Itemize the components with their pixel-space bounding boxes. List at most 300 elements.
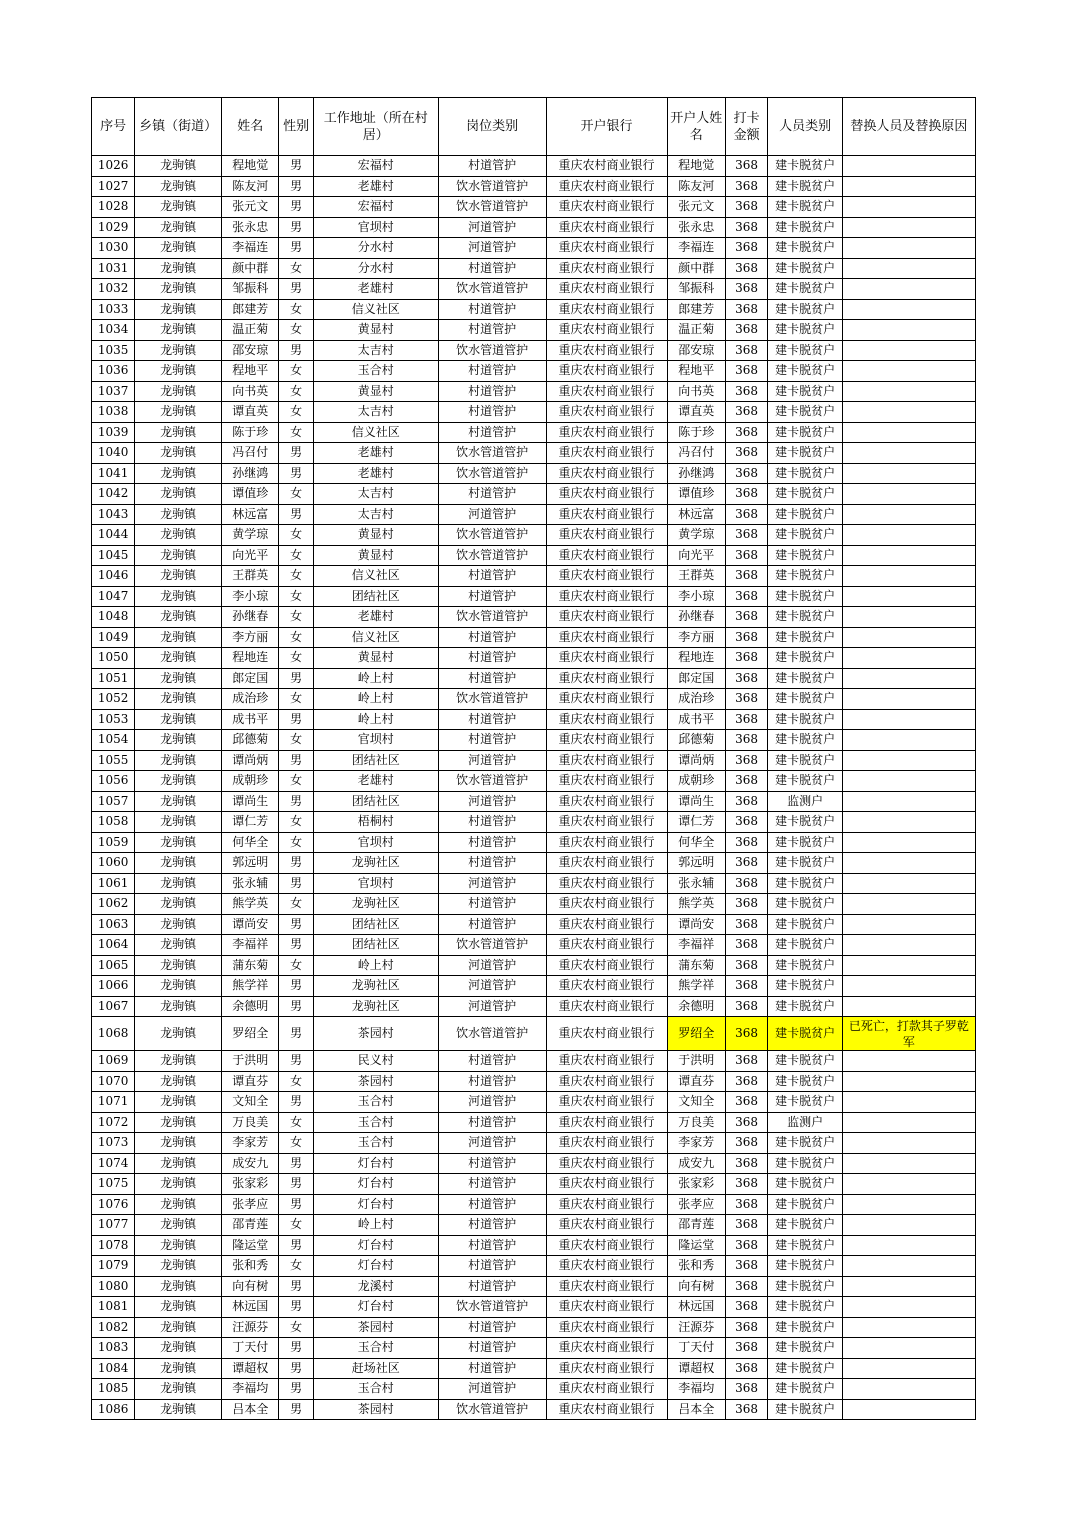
cell-person-category: 建卡脱贫户: [768, 422, 843, 443]
header-replacement-reason: 替换人员及替换原因: [842, 98, 975, 156]
cell-amount: 368: [725, 812, 767, 833]
cell-gender: 女: [279, 381, 313, 402]
header-bank: 开户银行: [546, 98, 667, 156]
cell-amount: 368: [725, 791, 767, 812]
cell-post-type: 村道管护: [438, 894, 546, 915]
cell-work-address: 官坝村: [313, 832, 438, 853]
cell-work-address: 太吉村: [313, 504, 438, 525]
cell-replacement-reason: [842, 1112, 975, 1133]
cell-work-address: 岭上村: [313, 955, 438, 976]
cell-gender: 男: [279, 217, 313, 238]
cell-bank: 重庆农村商业银行: [546, 894, 667, 915]
cell-work-address: 龙驹社区: [313, 996, 438, 1017]
cell-gender: 男: [279, 1194, 313, 1215]
cell-bank: 重庆农村商业银行: [546, 935, 667, 956]
cell-work-address: 太吉村: [313, 484, 438, 505]
cell-person-category: 建卡脱贫户: [768, 1297, 843, 1318]
cell-work-address: 赶场社区: [313, 1358, 438, 1379]
cell-work-address: 团结社区: [313, 791, 438, 812]
cell-town: 龙驹镇: [135, 422, 222, 443]
cell-name: 隆运堂: [222, 1235, 279, 1256]
cell-amount: 368: [725, 320, 767, 341]
cell-person-category: 建卡脱贫户: [768, 832, 843, 853]
cell-index: 1067: [92, 996, 135, 1017]
cell-account-holder: 冯召付: [667, 443, 725, 464]
cell-amount: 368: [725, 668, 767, 689]
table-row: [92, 320, 976, 341]
cell-post-type: 村道管护: [438, 1276, 546, 1297]
cell-index: 1075: [92, 1174, 135, 1195]
cell-replacement-reason: [842, 689, 975, 710]
cell-work-address: 老雄村: [313, 607, 438, 628]
cell-amount: 368: [725, 1051, 767, 1072]
cell-post-type: 饮水管道管护: [438, 443, 546, 464]
cell-town: 龙驹镇: [135, 1112, 222, 1133]
cell-account-holder: 向有树: [667, 1276, 725, 1297]
cell-gender: 女: [279, 1112, 313, 1133]
cell-town: 龙驹镇: [135, 1215, 222, 1236]
cell-replacement-reason: [842, 340, 975, 361]
cell-post-type: 村道管护: [438, 422, 546, 443]
cell-bank: 重庆农村商业银行: [546, 730, 667, 751]
cell-post-type: 饮水管道管护: [438, 279, 546, 300]
cell-bank: 重庆农村商业银行: [546, 1358, 667, 1379]
cell-work-address: 分水村: [313, 258, 438, 279]
cell-index: 1056: [92, 771, 135, 792]
cell-post-type: 河道管护: [438, 955, 546, 976]
table-row: [92, 566, 976, 587]
cell-bank: 重庆农村商业银行: [546, 976, 667, 997]
cell-index: 1077: [92, 1215, 135, 1236]
cell-name: 孙继春: [222, 607, 279, 628]
cell-post-type: 村道管护: [438, 1051, 546, 1072]
cell-replacement-reason: [842, 586, 975, 607]
cell-replacement-reason: [842, 422, 975, 443]
cell-replacement-reason: [842, 914, 975, 935]
cell-index: 1050: [92, 648, 135, 669]
cell-index: 1047: [92, 586, 135, 607]
cell-post-type: 村道管护: [438, 832, 546, 853]
cell-amount: 368: [725, 463, 767, 484]
cell-replacement-reason: [842, 709, 975, 730]
cell-account-holder: 李方丽: [667, 627, 725, 648]
cell-gender: 女: [279, 1133, 313, 1154]
cell-name: 谭尚炳: [222, 750, 279, 771]
cell-account-holder: 李小琼: [667, 586, 725, 607]
cell-person-category: 建卡脱贫户: [768, 914, 843, 935]
cell-name: 余德明: [222, 996, 279, 1017]
cell-town: 龙驹镇: [135, 1235, 222, 1256]
cell-town: 龙驹镇: [135, 1317, 222, 1338]
cell-bank: 重庆农村商业银行: [546, 1235, 667, 1256]
cell-replacement-reason: 已死亡，打款其子罗乾军: [842, 1017, 975, 1051]
cell-amount: 368: [725, 156, 767, 177]
table-row: [92, 1256, 976, 1277]
table-row: [92, 627, 976, 648]
cell-name: 张永忠: [222, 217, 279, 238]
cell-town: 龙驹镇: [135, 586, 222, 607]
cell-replacement-reason: [842, 607, 975, 628]
cell-person-category: 建卡脱贫户: [768, 996, 843, 1017]
cell-town: 龙驹镇: [135, 1194, 222, 1215]
cell-person-category: 建卡脱贫户: [768, 709, 843, 730]
cell-work-address: 灯台村: [313, 1256, 438, 1277]
cell-person-category: 建卡脱贫户: [768, 1092, 843, 1113]
cell-person-category: 建卡脱贫户: [768, 299, 843, 320]
cell-person-category: 建卡脱贫户: [768, 340, 843, 361]
cell-index: 1074: [92, 1153, 135, 1174]
table-row: [92, 996, 976, 1017]
cell-gender: 男: [279, 1235, 313, 1256]
cell-index: 1027: [92, 176, 135, 197]
cell-amount: 368: [725, 1194, 767, 1215]
cell-post-type: 村道管护: [438, 1174, 546, 1195]
cell-name: 李福连: [222, 238, 279, 259]
table-row: [92, 1153, 976, 1174]
cell-post-type: 村道管护: [438, 1338, 546, 1359]
cell-work-address: 老雄村: [313, 176, 438, 197]
cell-bank: 重庆农村商业银行: [546, 607, 667, 628]
cell-work-address: 龙溪村: [313, 1276, 438, 1297]
cell-town: 龙驹镇: [135, 361, 222, 382]
cell-bank: 重庆农村商业银行: [546, 1112, 667, 1133]
cell-person-category: 建卡脱贫户: [768, 1317, 843, 1338]
cell-replacement-reason: [842, 730, 975, 751]
table-row: [92, 258, 976, 279]
table-row: [92, 1338, 976, 1359]
cell-person-category: 建卡脱贫户: [768, 1379, 843, 1400]
cell-amount: 368: [725, 1071, 767, 1092]
table-row: [92, 1215, 976, 1236]
cell-work-address: 梧桐村: [313, 812, 438, 833]
cell-person-category: 建卡脱贫户: [768, 586, 843, 607]
cell-work-address: 团结社区: [313, 586, 438, 607]
cell-amount: 368: [725, 832, 767, 853]
cell-account-holder: 谭尚炳: [667, 750, 725, 771]
cell-town: 龙驹镇: [135, 1153, 222, 1174]
cell-work-address: 灯台村: [313, 1153, 438, 1174]
cell-gender: 男: [279, 1153, 313, 1174]
cell-name: 张永辅: [222, 873, 279, 894]
cell-town: 龙驹镇: [135, 484, 222, 505]
cell-replacement-reason: [842, 668, 975, 689]
cell-post-type: 村道管护: [438, 566, 546, 587]
cell-amount: 368: [725, 422, 767, 443]
cell-replacement-reason: [842, 504, 975, 525]
cell-index: 1042: [92, 484, 135, 505]
cell-name: 温正菊: [222, 320, 279, 341]
cell-post-type: 饮水管道管护: [438, 545, 546, 566]
cell-name: 张元文: [222, 197, 279, 218]
table-row: [92, 1017, 976, 1051]
cell-bank: 重庆农村商业银行: [546, 791, 667, 812]
cell-gender: 女: [279, 1071, 313, 1092]
cell-work-address: 太吉村: [313, 340, 438, 361]
cell-bank: 重庆农村商业银行: [546, 1071, 667, 1092]
cell-gender: 男: [279, 176, 313, 197]
cell-account-holder: 谭尚生: [667, 791, 725, 812]
cell-index: 1061: [92, 873, 135, 894]
cell-town: 龙驹镇: [135, 1133, 222, 1154]
cell-town: 龙驹镇: [135, 463, 222, 484]
cell-post-type: 村道管护: [438, 914, 546, 935]
cell-post-type: 饮水管道管护: [438, 1017, 546, 1051]
cell-replacement-reason: [842, 1358, 975, 1379]
cell-bank: 重庆农村商业银行: [546, 463, 667, 484]
cell-town: 龙驹镇: [135, 156, 222, 177]
cell-replacement-reason: [842, 976, 975, 997]
cell-account-holder: 王群英: [667, 566, 725, 587]
table-row: [92, 1235, 976, 1256]
cell-person-category: 建卡脱贫户: [768, 176, 843, 197]
cell-name: 王群英: [222, 566, 279, 587]
cell-bank: 重庆农村商业银行: [546, 258, 667, 279]
cell-amount: 368: [725, 1358, 767, 1379]
cell-gender: 女: [279, 299, 313, 320]
cell-amount: 368: [725, 176, 767, 197]
cell-name: 熊学英: [222, 894, 279, 915]
cell-account-holder: 张元文: [667, 197, 725, 218]
cell-post-type: 河道管护: [438, 791, 546, 812]
cell-person-category: 建卡脱贫户: [768, 689, 843, 710]
cell-post-type: 村道管护: [438, 1215, 546, 1236]
cell-index: 1064: [92, 935, 135, 956]
cell-bank: 重庆农村商业银行: [546, 1297, 667, 1318]
cell-town: 龙驹镇: [135, 381, 222, 402]
cell-account-holder: 邵青莲: [667, 1215, 725, 1236]
cell-person-category: 监测户: [768, 1112, 843, 1133]
table-row: [92, 299, 976, 320]
cell-person-category: 建卡脱贫户: [768, 279, 843, 300]
cell-index: 1060: [92, 853, 135, 874]
cell-bank: 重庆农村商业银行: [546, 176, 667, 197]
cell-bank: 重庆农村商业银行: [546, 873, 667, 894]
cell-replacement-reason: [842, 1317, 975, 1338]
cell-amount: 368: [725, 1276, 767, 1297]
cell-town: 龙驹镇: [135, 935, 222, 956]
header-town: 乡镇（街道）: [135, 98, 222, 156]
cell-account-holder: 程地连: [667, 648, 725, 669]
cell-index: 1081: [92, 1297, 135, 1318]
table-row: [92, 709, 976, 730]
table-row: [92, 853, 976, 874]
cell-gender: 男: [279, 668, 313, 689]
cell-replacement-reason: [842, 361, 975, 382]
cell-name: 邱德菊: [222, 730, 279, 751]
cell-post-type: 饮水管道管护: [438, 176, 546, 197]
table-body: [92, 156, 976, 1420]
cell-bank: 重庆农村商业银行: [546, 1256, 667, 1277]
cell-town: 龙驹镇: [135, 566, 222, 587]
cell-replacement-reason: [842, 443, 975, 464]
cell-index: 1062: [92, 894, 135, 915]
cell-replacement-reason: [842, 791, 975, 812]
cell-town: 龙驹镇: [135, 340, 222, 361]
cell-town: 龙驹镇: [135, 607, 222, 628]
cell-town: 龙驹镇: [135, 1051, 222, 1072]
cell-name: 吕本全: [222, 1399, 279, 1420]
cell-post-type: 村道管护: [438, 484, 546, 505]
cell-replacement-reason: [842, 238, 975, 259]
cell-bank: 重庆农村商业银行: [546, 627, 667, 648]
cell-name: 向光平: [222, 545, 279, 566]
cell-gender: 女: [279, 545, 313, 566]
cell-amount: 368: [725, 238, 767, 259]
cell-replacement-reason: [842, 1399, 975, 1420]
cell-amount: 368: [725, 976, 767, 997]
cell-index: 1057: [92, 791, 135, 812]
cell-account-holder: 吕本全: [667, 1399, 725, 1420]
table-row: [92, 771, 976, 792]
cell-account-holder: 向书英: [667, 381, 725, 402]
cell-amount: 368: [725, 730, 767, 751]
cell-person-category: 建卡脱贫户: [768, 545, 843, 566]
header-work-address: 工作地址（所在村居）: [313, 98, 438, 156]
cell-gender: 男: [279, 1017, 313, 1051]
table-row: [92, 545, 976, 566]
cell-replacement-reason: [842, 258, 975, 279]
cell-gender: 男: [279, 976, 313, 997]
cell-account-holder: 邹振科: [667, 279, 725, 300]
cell-gender: 女: [279, 1256, 313, 1277]
cell-name: 向书英: [222, 381, 279, 402]
cell-replacement-reason: [842, 484, 975, 505]
cell-bank: 重庆农村商业银行: [546, 320, 667, 341]
cell-gender: 男: [279, 873, 313, 894]
cell-name: 谭尚生: [222, 791, 279, 812]
cell-town: 龙驹镇: [135, 914, 222, 935]
cell-gender: 女: [279, 832, 313, 853]
table-row: [92, 668, 976, 689]
cell-name: 陈于珍: [222, 422, 279, 443]
cell-post-type: 村道管护: [438, 402, 546, 423]
cell-gender: 男: [279, 1276, 313, 1297]
cell-amount: 368: [725, 1092, 767, 1113]
cell-index: 1046: [92, 566, 135, 587]
cell-name: 李福均: [222, 1379, 279, 1400]
cell-index: 1035: [92, 340, 135, 361]
cell-replacement-reason: [842, 894, 975, 915]
cell-bank: 重庆农村商业银行: [546, 1317, 667, 1338]
cell-bank: 重庆农村商业银行: [546, 197, 667, 218]
cell-account-holder: 张和秀: [667, 1256, 725, 1277]
cell-replacement-reason: [842, 1256, 975, 1277]
cell-gender: 男: [279, 1358, 313, 1379]
cell-town: 龙驹镇: [135, 1379, 222, 1400]
cell-post-type: 河道管护: [438, 238, 546, 259]
cell-post-type: 饮水管道管护: [438, 1399, 546, 1420]
cell-amount: 368: [725, 1133, 767, 1154]
cell-replacement-reason: [842, 1276, 975, 1297]
cell-work-address: 团结社区: [313, 750, 438, 771]
cell-post-type: 村道管护: [438, 381, 546, 402]
table-row: [92, 1194, 976, 1215]
cell-work-address: 分水村: [313, 238, 438, 259]
cell-account-holder: 成书平: [667, 709, 725, 730]
cell-index: 1028: [92, 197, 135, 218]
cell-index: 1071: [92, 1092, 135, 1113]
cell-name: 汪源芬: [222, 1317, 279, 1338]
cell-person-category: 建卡脱贫户: [768, 381, 843, 402]
cell-post-type: 村道管护: [438, 627, 546, 648]
cell-bank: 重庆农村商业银行: [546, 586, 667, 607]
cell-account-holder: 谭仁芳: [667, 812, 725, 833]
cell-person-category: 建卡脱贫户: [768, 1256, 843, 1277]
cell-account-holder: 熊学英: [667, 894, 725, 915]
cell-bank: 重庆农村商业银行: [546, 1174, 667, 1195]
cell-account-holder: 熊学祥: [667, 976, 725, 997]
cell-post-type: 村道管护: [438, 299, 546, 320]
cell-replacement-reason: [842, 648, 975, 669]
cell-amount: 368: [725, 996, 767, 1017]
cell-post-type: 河道管护: [438, 217, 546, 238]
cell-town: 龙驹镇: [135, 1174, 222, 1195]
cell-account-holder: 丁天付: [667, 1338, 725, 1359]
cell-account-holder: 陈于珍: [667, 422, 725, 443]
cell-town: 龙驹镇: [135, 771, 222, 792]
cell-index: 1078: [92, 1235, 135, 1256]
cell-gender: 女: [279, 689, 313, 710]
cell-account-holder: 李福连: [667, 238, 725, 259]
cell-account-holder: 李福祥: [667, 935, 725, 956]
cell-gender: 女: [279, 586, 313, 607]
cell-gender: 女: [279, 422, 313, 443]
cell-person-category: 建卡脱贫户: [768, 443, 843, 464]
cell-index: 1059: [92, 832, 135, 853]
cell-name: 郭远明: [222, 853, 279, 874]
cell-index: 1063: [92, 914, 135, 935]
cell-index: 1084: [92, 1358, 135, 1379]
cell-person-category: 建卡脱贫户: [768, 955, 843, 976]
cell-work-address: 玉合村: [313, 1338, 438, 1359]
cell-replacement-reason: [842, 525, 975, 546]
cell-account-holder: 何华全: [667, 832, 725, 853]
cell-name: 罗绍全: [222, 1017, 279, 1051]
cell-post-type: 村道管护: [438, 730, 546, 751]
cell-replacement-reason: [842, 955, 975, 976]
cell-bank: 重庆农村商业银行: [546, 689, 667, 710]
cell-bank: 重庆农村商业银行: [546, 422, 667, 443]
table-row: [92, 894, 976, 915]
cell-account-holder: 林远国: [667, 1297, 725, 1318]
cell-gender: 女: [279, 320, 313, 341]
cell-index: 1082: [92, 1317, 135, 1338]
cell-gender: 男: [279, 238, 313, 259]
cell-town: 龙驹镇: [135, 812, 222, 833]
table-row: [92, 381, 976, 402]
cell-bank: 重庆农村商业银行: [546, 996, 667, 1017]
cell-account-holder: 谭值珍: [667, 484, 725, 505]
table-row: [92, 1071, 976, 1092]
cell-bank: 重庆农村商业银行: [546, 648, 667, 669]
cell-town: 龙驹镇: [135, 709, 222, 730]
cell-replacement-reason: [842, 996, 975, 1017]
cell-amount: 368: [725, 299, 767, 320]
cell-index: 1032: [92, 279, 135, 300]
cell-person-category: 建卡脱贫户: [768, 463, 843, 484]
cell-name: 向有树: [222, 1276, 279, 1297]
cell-amount: 368: [725, 381, 767, 402]
cell-post-type: 饮水管道管护: [438, 197, 546, 218]
cell-name: 邹振科: [222, 279, 279, 300]
cell-person-category: 建卡脱贫户: [768, 1153, 843, 1174]
cell-post-type: 河道管护: [438, 996, 546, 1017]
cell-post-type: 村道管护: [438, 648, 546, 669]
cell-town: 龙驹镇: [135, 955, 222, 976]
cell-work-address: 信义社区: [313, 422, 438, 443]
cell-name: 颜中群: [222, 258, 279, 279]
cell-work-address: 茶园村: [313, 1017, 438, 1051]
